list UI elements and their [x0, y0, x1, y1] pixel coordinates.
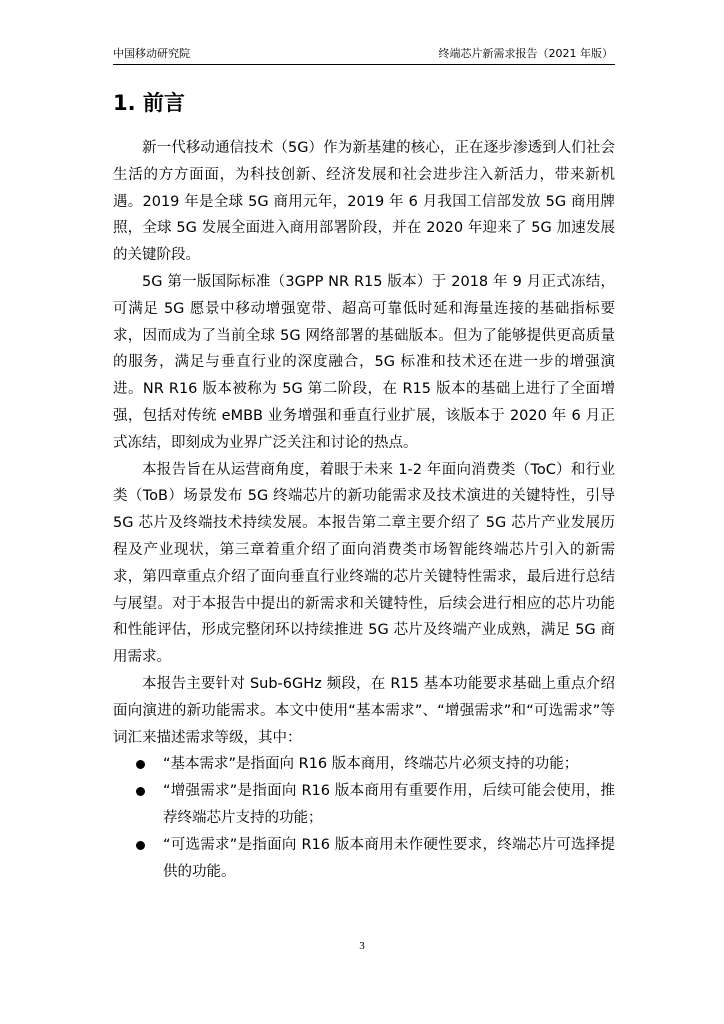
header-organization: 中国移动研究院	[113, 47, 190, 60]
paragraph-intro: 新一代移动通信技术（5G）作为新基建的核心，正在逐步渗透到人们社会生活的方方面面，为科技创新、经济发展和社会进步注入新活力，带来新机遇。2019 年是全球 5G 商用元年，2019 年 6 月我国工信部发放 5G 商用牌照，全球 5G 发展全面进入商用部署阶段，并在 2020 年迎来了 5G 加速发展的关键阶段。	[113, 140, 615, 264]
bullet-text-optional: “可选需求”是指面向 R16 版本商用未作硬性要求，终端芯片可选择提供的功能。	[163, 836, 615, 880]
requirement-levels-list	[113, 751, 615, 885]
bullet-dot-icon	[136, 841, 145, 850]
body-text	[113, 135, 615, 885]
paragraph-standards: 5G 第一版国际标准（3GPP NR R15 版本）于 2018 年 9 月正式冻结，可满足 5G 愿景中移动增强宽带、超高可靠低时延和海量连接的基础指标要求，因而成为了当前全球 5G 网络部署的基础版本。但为了能够提供更高质量的服务，满足与垂直行业的深度融合，5G 标准和技术还在进一步的增强演进。NR R16 版本被称为 5G 第二阶段，在 R15 版本的基础上进行了全面增强，包括对传统 eMBB 业务增强和垂直行业扩展，该版本于 2020 年 6 月正式冻结，即刻成为业界广泛关注和讨论的热点。	[113, 273, 615, 451]
page-header	[113, 44, 615, 65]
bullet-dot-icon	[136, 760, 145, 769]
bullet-text-basic: “基本需求”是指面向 R16 版本商用，终端芯片必须支持的功能；	[163, 756, 579, 773]
paragraph-scope: 本报告主要针对 Sub-6GHz 频段，在 R15 基本功能要求基础上重点介绍面向演进的新功能需求。本文中使用“基本需求”、“增强需求”和“可选需求”等词汇来描述需求等级，其中：	[113, 675, 615, 746]
paragraph-purpose: 本报告旨在从运营商角度，着眼于未来 1-2 年面向消费类（ToC）和行业类（ToB）场景发布 5G 终端芯片的新功能需求及技术演进的关键特性，引导 5G 芯片及终端技术持续发展。本报告第二章主要介绍了 5G 芯片产业发展历程及产业现状，第三章着重介绍了面向消费类市场智能终端芯片引入的新需求，第四章重点介绍了面向垂直行业终端的芯片关键特性需求，最后进行总结与展望。对于本报告中提出的新需求和关键特性，后续会进行相应的芯片功能和性能评估，形成完整闭环以持续推进 5G 芯片及终端产业成熟，满足 5G 商用需求。	[113, 461, 615, 666]
page-number: 3	[359, 940, 365, 952]
list-item	[113, 832, 615, 886]
bullet-dot-icon	[136, 787, 145, 796]
list-item	[113, 751, 615, 778]
bullet-text-enhanced: “增强需求”是指面向 R16 版本商用有重要作用，后续可能会使用，推荐终端芯片支持的功能；	[163, 783, 615, 826]
list-item	[113, 778, 615, 832]
section-title: 1. 前言	[113, 91, 185, 115]
header-report-title: 终端芯片新需求报告（2021 年版）	[438, 47, 613, 60]
